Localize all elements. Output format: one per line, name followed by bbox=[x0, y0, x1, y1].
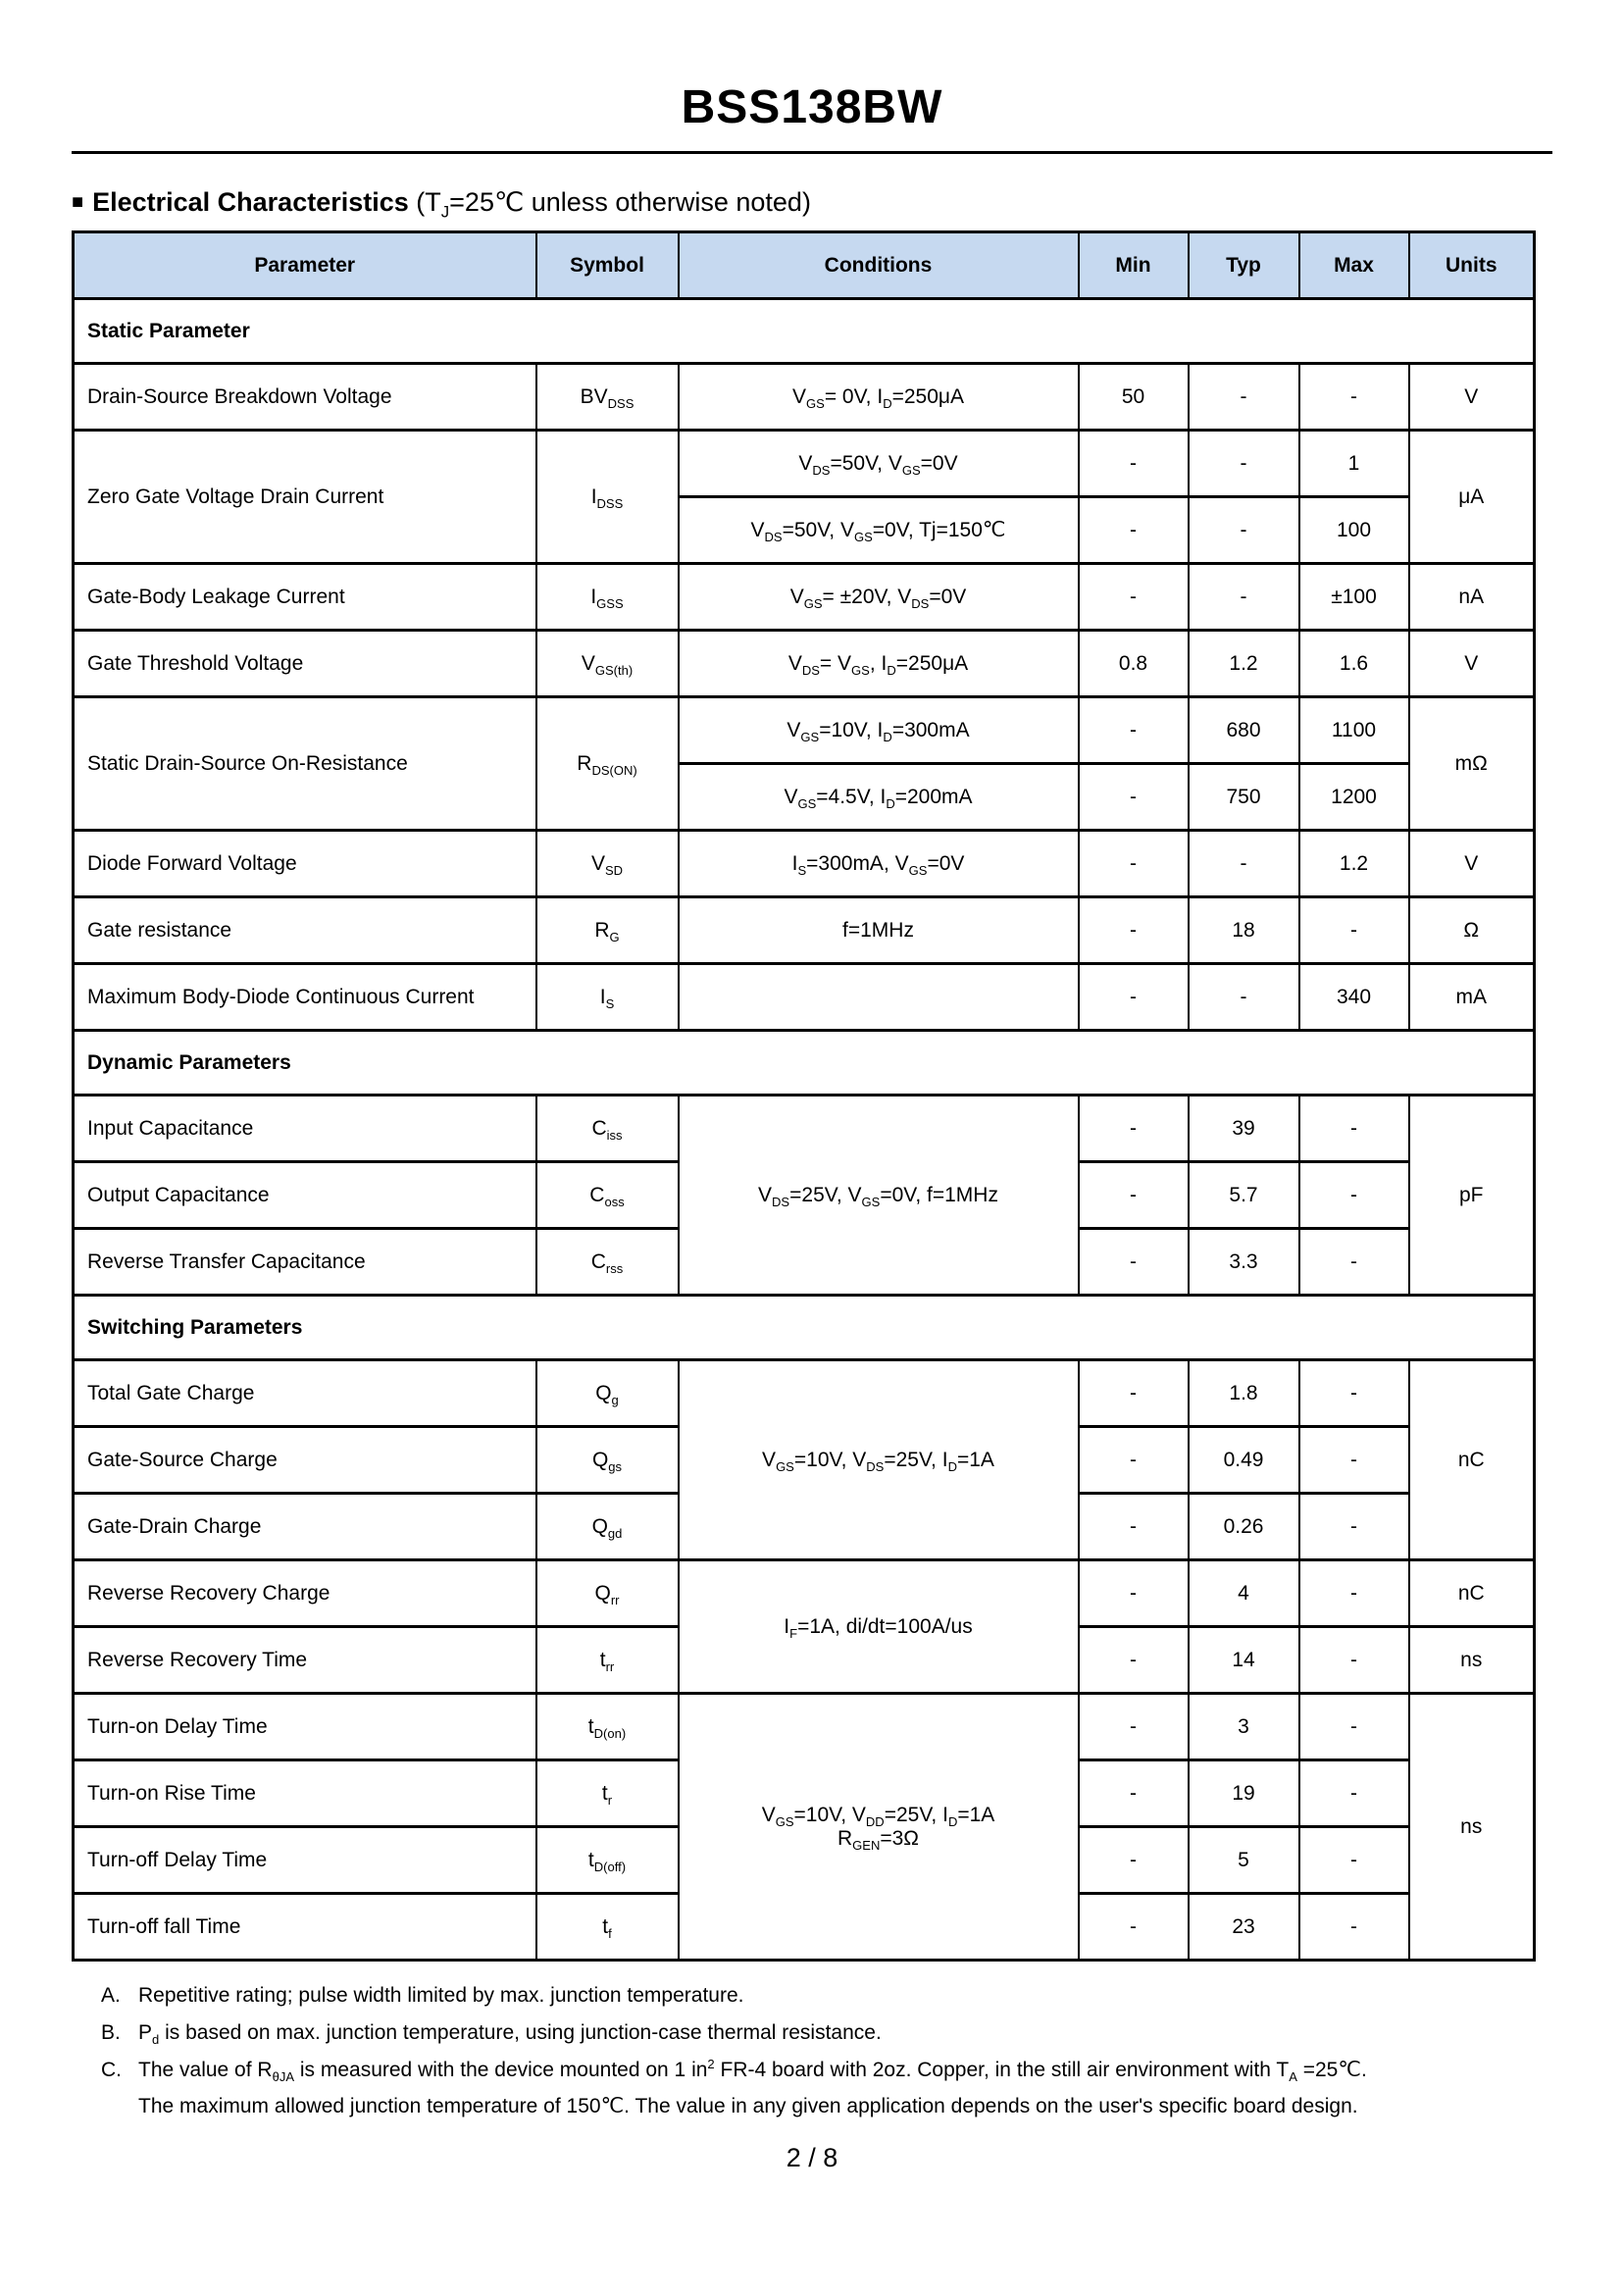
unit-cell: nC bbox=[1409, 1360, 1535, 1560]
value-cell: 750 bbox=[1189, 764, 1299, 831]
unit-cell: ns bbox=[1409, 1694, 1535, 1961]
condition-cell: $V_{GS}=10V$, $V_{DD}=25V$, $I_D=1A$ $R_{GEN}=3\Omega$ bbox=[679, 1694, 1079, 1961]
value-cell: 4 bbox=[1189, 1560, 1299, 1627]
symbol-cell: $I_{GSS}$ bbox=[536, 564, 679, 631]
section-label: Static Parameter bbox=[74, 299, 1535, 364]
value-cell: - bbox=[1079, 497, 1189, 564]
condition-cell bbox=[679, 964, 1079, 1031]
square-bullet-icon: ■ bbox=[72, 191, 84, 213]
value-cell: 50 bbox=[1079, 364, 1189, 431]
value-cell: - bbox=[1299, 1494, 1409, 1560]
value-cell: 23 bbox=[1189, 1894, 1299, 1961]
symbol-cell: $V_{GS(th)}$ bbox=[536, 631, 679, 697]
parameter-cell: Gate-Drain Charge bbox=[74, 1494, 536, 1560]
page-content bbox=[72, 0, 1552, 2173]
parameter-cell: Reverse Transfer Capacitance bbox=[74, 1229, 536, 1296]
symbol-cell: $C_{oss}$ bbox=[536, 1162, 679, 1229]
condition-cell: f=1MHz bbox=[679, 897, 1079, 964]
note-text: The value of $R_{\theta JA}$ is measured with the device mounted on 1 $in^2$ FR-4 board with 2oz. Copper, in the still air environment with $T_A$ =25℃. The maximum allowed junction temperature of 150℃. The value in any given application depends on the user's specific board design. bbox=[138, 2056, 1367, 2118]
value-cell: 18 bbox=[1189, 897, 1299, 964]
value-cell: 1.6 bbox=[1299, 631, 1409, 697]
value-cell: - bbox=[1189, 364, 1299, 431]
condition-cell: $I_F=1A$, di/dt=100A/us bbox=[679, 1560, 1079, 1694]
parameter-cell: Turn-on Rise Time bbox=[74, 1760, 536, 1827]
value-cell: - bbox=[1299, 1627, 1409, 1694]
value-cell: 3.3 bbox=[1189, 1229, 1299, 1296]
symbol-cell: $C_{rss}$ bbox=[536, 1229, 679, 1296]
symbol-cell: $C_{iss}$ bbox=[536, 1096, 679, 1162]
symbol-cell: $I_S$ bbox=[536, 964, 679, 1031]
condition-cell: $V_{GS}= \pm 20V$, $V_{DS}=0V$ bbox=[679, 564, 1079, 631]
value-cell: 680 bbox=[1189, 697, 1299, 764]
symbol-cell: $t_f$ bbox=[536, 1894, 679, 1961]
value-cell: 1 bbox=[1299, 431, 1409, 497]
electrical-characteristics-heading bbox=[72, 187, 1552, 222]
column-header-units: Units bbox=[1409, 232, 1535, 299]
value-cell: 1200 bbox=[1299, 764, 1409, 831]
symbol-cell: $I_{DSS}$ bbox=[536, 431, 679, 564]
value-cell: - bbox=[1299, 1694, 1409, 1760]
value-cell: - bbox=[1299, 364, 1409, 431]
value-cell: - bbox=[1299, 1360, 1409, 1427]
unit-cell: pF bbox=[1409, 1096, 1535, 1296]
section-label: Dynamic Parameters bbox=[74, 1031, 1535, 1096]
unit-cell: ns bbox=[1409, 1627, 1535, 1694]
parameter-cell: Gate resistance bbox=[74, 897, 536, 964]
value-cell: - bbox=[1189, 431, 1299, 497]
value-cell: - bbox=[1079, 831, 1189, 897]
note-item bbox=[101, 2052, 1552, 2126]
symbol-cell: $Q_{gd}$ bbox=[536, 1494, 679, 1560]
value-cell: - bbox=[1189, 497, 1299, 564]
note-label: C. bbox=[101, 2058, 122, 2081]
value-cell: - bbox=[1299, 1427, 1409, 1494]
parameter-cell: Drain-Source Breakdown Voltage bbox=[74, 364, 536, 431]
value-cell: - bbox=[1079, 697, 1189, 764]
value-cell: - bbox=[1079, 564, 1189, 631]
value-cell: - bbox=[1079, 1360, 1189, 1427]
parameter-cell: Reverse Recovery Time bbox=[74, 1627, 536, 1694]
value-cell: - bbox=[1079, 431, 1189, 497]
unit-cell: mΩ bbox=[1409, 697, 1535, 831]
column-header-parameter: Parameter bbox=[74, 232, 536, 299]
value-cell: - bbox=[1299, 897, 1409, 964]
note-label: B. bbox=[101, 2020, 121, 2044]
parameter-cell: Input Capacitance bbox=[74, 1096, 536, 1162]
heading-bold-text: Electrical Characteristics bbox=[92, 187, 409, 217]
value-cell: - bbox=[1079, 1494, 1189, 1560]
condition-cell: $V_{GS}=10V$, $I_D=300mA$ bbox=[679, 697, 1079, 764]
parameter-cell: Turn-off Delay Time bbox=[74, 1827, 536, 1894]
note-item bbox=[101, 2014, 1552, 2052]
value-cell: - bbox=[1079, 897, 1189, 964]
note-text: $P_d$ is based on max. junction temperature, using junction-case thermal resistance. bbox=[138, 2020, 882, 2048]
value-cell: - bbox=[1079, 964, 1189, 1031]
value-cell: - bbox=[1079, 1162, 1189, 1229]
unit-cell: V bbox=[1409, 831, 1535, 897]
symbol-cell: $R_G$ bbox=[536, 897, 679, 964]
title-rule bbox=[72, 151, 1552, 154]
value-cell: - bbox=[1299, 1162, 1409, 1229]
symbol-cell: $Q_{rr}$ bbox=[536, 1560, 679, 1627]
page-number: 2 / 8 bbox=[786, 2143, 838, 2173]
value-cell: - bbox=[1079, 1694, 1189, 1760]
value-cell: 3 bbox=[1189, 1694, 1299, 1760]
value-cell: - bbox=[1079, 1560, 1189, 1627]
condition-cell: $V_{DS}=50V$, $V_{GS}=0V$ bbox=[679, 431, 1079, 497]
parameter-cell: Gate-Body Leakage Current bbox=[74, 564, 536, 631]
value-cell: - bbox=[1299, 1827, 1409, 1894]
symbol-cell: $t_r$ bbox=[536, 1760, 679, 1827]
parameter-cell: Gate Threshold Voltage bbox=[74, 631, 536, 697]
condition-cell: $V_{GS}= 0V$, $I_D=250\mu A$ bbox=[679, 364, 1079, 431]
value-cell: 340 bbox=[1299, 964, 1409, 1031]
value-cell: - bbox=[1079, 1894, 1189, 1961]
value-cell: 14 bbox=[1189, 1627, 1299, 1694]
page-title: BSS138BW bbox=[681, 81, 943, 133]
column-header-conditions: Conditions bbox=[679, 232, 1079, 299]
symbol-cell: $t_{rr}$ bbox=[536, 1627, 679, 1694]
symbol-cell: $V_{SD}$ bbox=[536, 831, 679, 897]
unit-cell: nA bbox=[1409, 564, 1535, 631]
parameter-cell: Turn-off fall Time bbox=[74, 1894, 536, 1961]
parameter-cell: Output Capacitance bbox=[74, 1162, 536, 1229]
condition-cell: $V_{DS}=50V$, $V_{GS}=0V$, Tj=150℃ bbox=[679, 497, 1079, 564]
value-cell: 0.26 bbox=[1189, 1494, 1299, 1560]
value-cell: - bbox=[1079, 1627, 1189, 1694]
parameter-cell: Turn-on Delay Time bbox=[74, 1694, 536, 1760]
value-cell: 39 bbox=[1189, 1096, 1299, 1162]
symbol-cell: $BV_{DSS}$ bbox=[536, 364, 679, 431]
unit-cell: Ω bbox=[1409, 897, 1535, 964]
symbol-cell: $t_{D(on)}$ bbox=[536, 1694, 679, 1760]
symbol-cell: $R_{DS(ON)}$ bbox=[536, 697, 679, 831]
heading-condition-text: ($T_J=25℃$ unless otherwise noted) bbox=[408, 187, 811, 222]
value-cell: 5.7 bbox=[1189, 1162, 1299, 1229]
parameter-cell: Total Gate Charge bbox=[74, 1360, 536, 1427]
condition-cell: $V_{DS}=25V$, $V_{GS}=0V$, f=1MHz bbox=[679, 1096, 1079, 1296]
unit-cell: V bbox=[1409, 631, 1535, 697]
value-cell: - bbox=[1079, 1827, 1189, 1894]
parameter-cell: Maximum Body-Diode Continuous Current bbox=[74, 964, 536, 1031]
unit-cell: μA bbox=[1409, 431, 1535, 564]
unit-cell: V bbox=[1409, 364, 1535, 431]
value-cell: - bbox=[1299, 1894, 1409, 1961]
column-header-min: Min bbox=[1079, 232, 1189, 299]
section-label: Switching Parameters bbox=[74, 1296, 1535, 1360]
value-cell: 19 bbox=[1189, 1760, 1299, 1827]
symbol-cell: $Q_{gs}$ bbox=[536, 1427, 679, 1494]
condition-cell: $V_{GS}=4.5V$, $I_D=200mA$ bbox=[679, 764, 1079, 831]
condition-cell: $I_S=300mA$, $V_{GS}=0V$ bbox=[679, 831, 1079, 897]
value-cell: 0.8 bbox=[1079, 631, 1189, 697]
value-cell: - bbox=[1299, 1229, 1409, 1296]
column-header-typ: Typ bbox=[1189, 232, 1299, 299]
value-cell: 0.49 bbox=[1189, 1427, 1299, 1494]
value-cell: 1.2 bbox=[1189, 631, 1299, 697]
value-cell: - bbox=[1189, 831, 1299, 897]
condition-cell: $V_{GS}=10V$, $V_{DS}=25V$, $I_D=1A$ bbox=[679, 1360, 1079, 1560]
value-cell: - bbox=[1299, 1096, 1409, 1162]
value-cell: 1.2 bbox=[1299, 831, 1409, 897]
value-cell: - bbox=[1299, 1560, 1409, 1627]
parameter-cell: Zero Gate Voltage Drain Current bbox=[74, 431, 536, 564]
parameter-cell: Diode Forward Voltage bbox=[74, 831, 536, 897]
note-label: A. bbox=[101, 1984, 121, 2008]
value-cell: 1.8 bbox=[1189, 1360, 1299, 1427]
unit-cell: mA bbox=[1409, 964, 1535, 1031]
note-item bbox=[101, 1977, 1552, 2014]
value-cell: 5 bbox=[1189, 1827, 1299, 1894]
value-cell: - bbox=[1079, 764, 1189, 831]
condition-cell: $V_{DS}= V_{GS}$, $I_D=250\mu A$ bbox=[679, 631, 1079, 697]
value-cell: 1100 bbox=[1299, 697, 1409, 764]
value-cell: ±100 bbox=[1299, 564, 1409, 631]
parameter-cell: Gate-Source Charge bbox=[74, 1427, 536, 1494]
value-cell: - bbox=[1079, 1096, 1189, 1162]
value-cell: - bbox=[1189, 564, 1299, 631]
value-cell: - bbox=[1079, 1427, 1189, 1494]
unit-cell: nC bbox=[1409, 1560, 1535, 1627]
value-cell: 100 bbox=[1299, 497, 1409, 564]
symbol-cell: $Q_g$ bbox=[536, 1360, 679, 1427]
table-header bbox=[74, 232, 1535, 299]
characteristics-table bbox=[72, 230, 1536, 1962]
footnotes bbox=[72, 1977, 1552, 2125]
column-header-symbol: Symbol bbox=[536, 232, 679, 299]
symbol-cell: $t_{D(off)}$ bbox=[536, 1827, 679, 1894]
parameter-cell: Static Drain-Source On-Resistance bbox=[74, 697, 536, 831]
table-body bbox=[74, 299, 1535, 1961]
value-cell: - bbox=[1079, 1760, 1189, 1827]
value-cell: - bbox=[1299, 1760, 1409, 1827]
note-text: Repetitive rating; pulse width limited by max. junction temperature. bbox=[138, 1984, 744, 2008]
column-header-max: Max bbox=[1299, 232, 1409, 299]
value-cell: - bbox=[1079, 1229, 1189, 1296]
parameter-cell: Reverse Recovery Charge bbox=[74, 1560, 536, 1627]
value-cell: - bbox=[1189, 964, 1299, 1031]
